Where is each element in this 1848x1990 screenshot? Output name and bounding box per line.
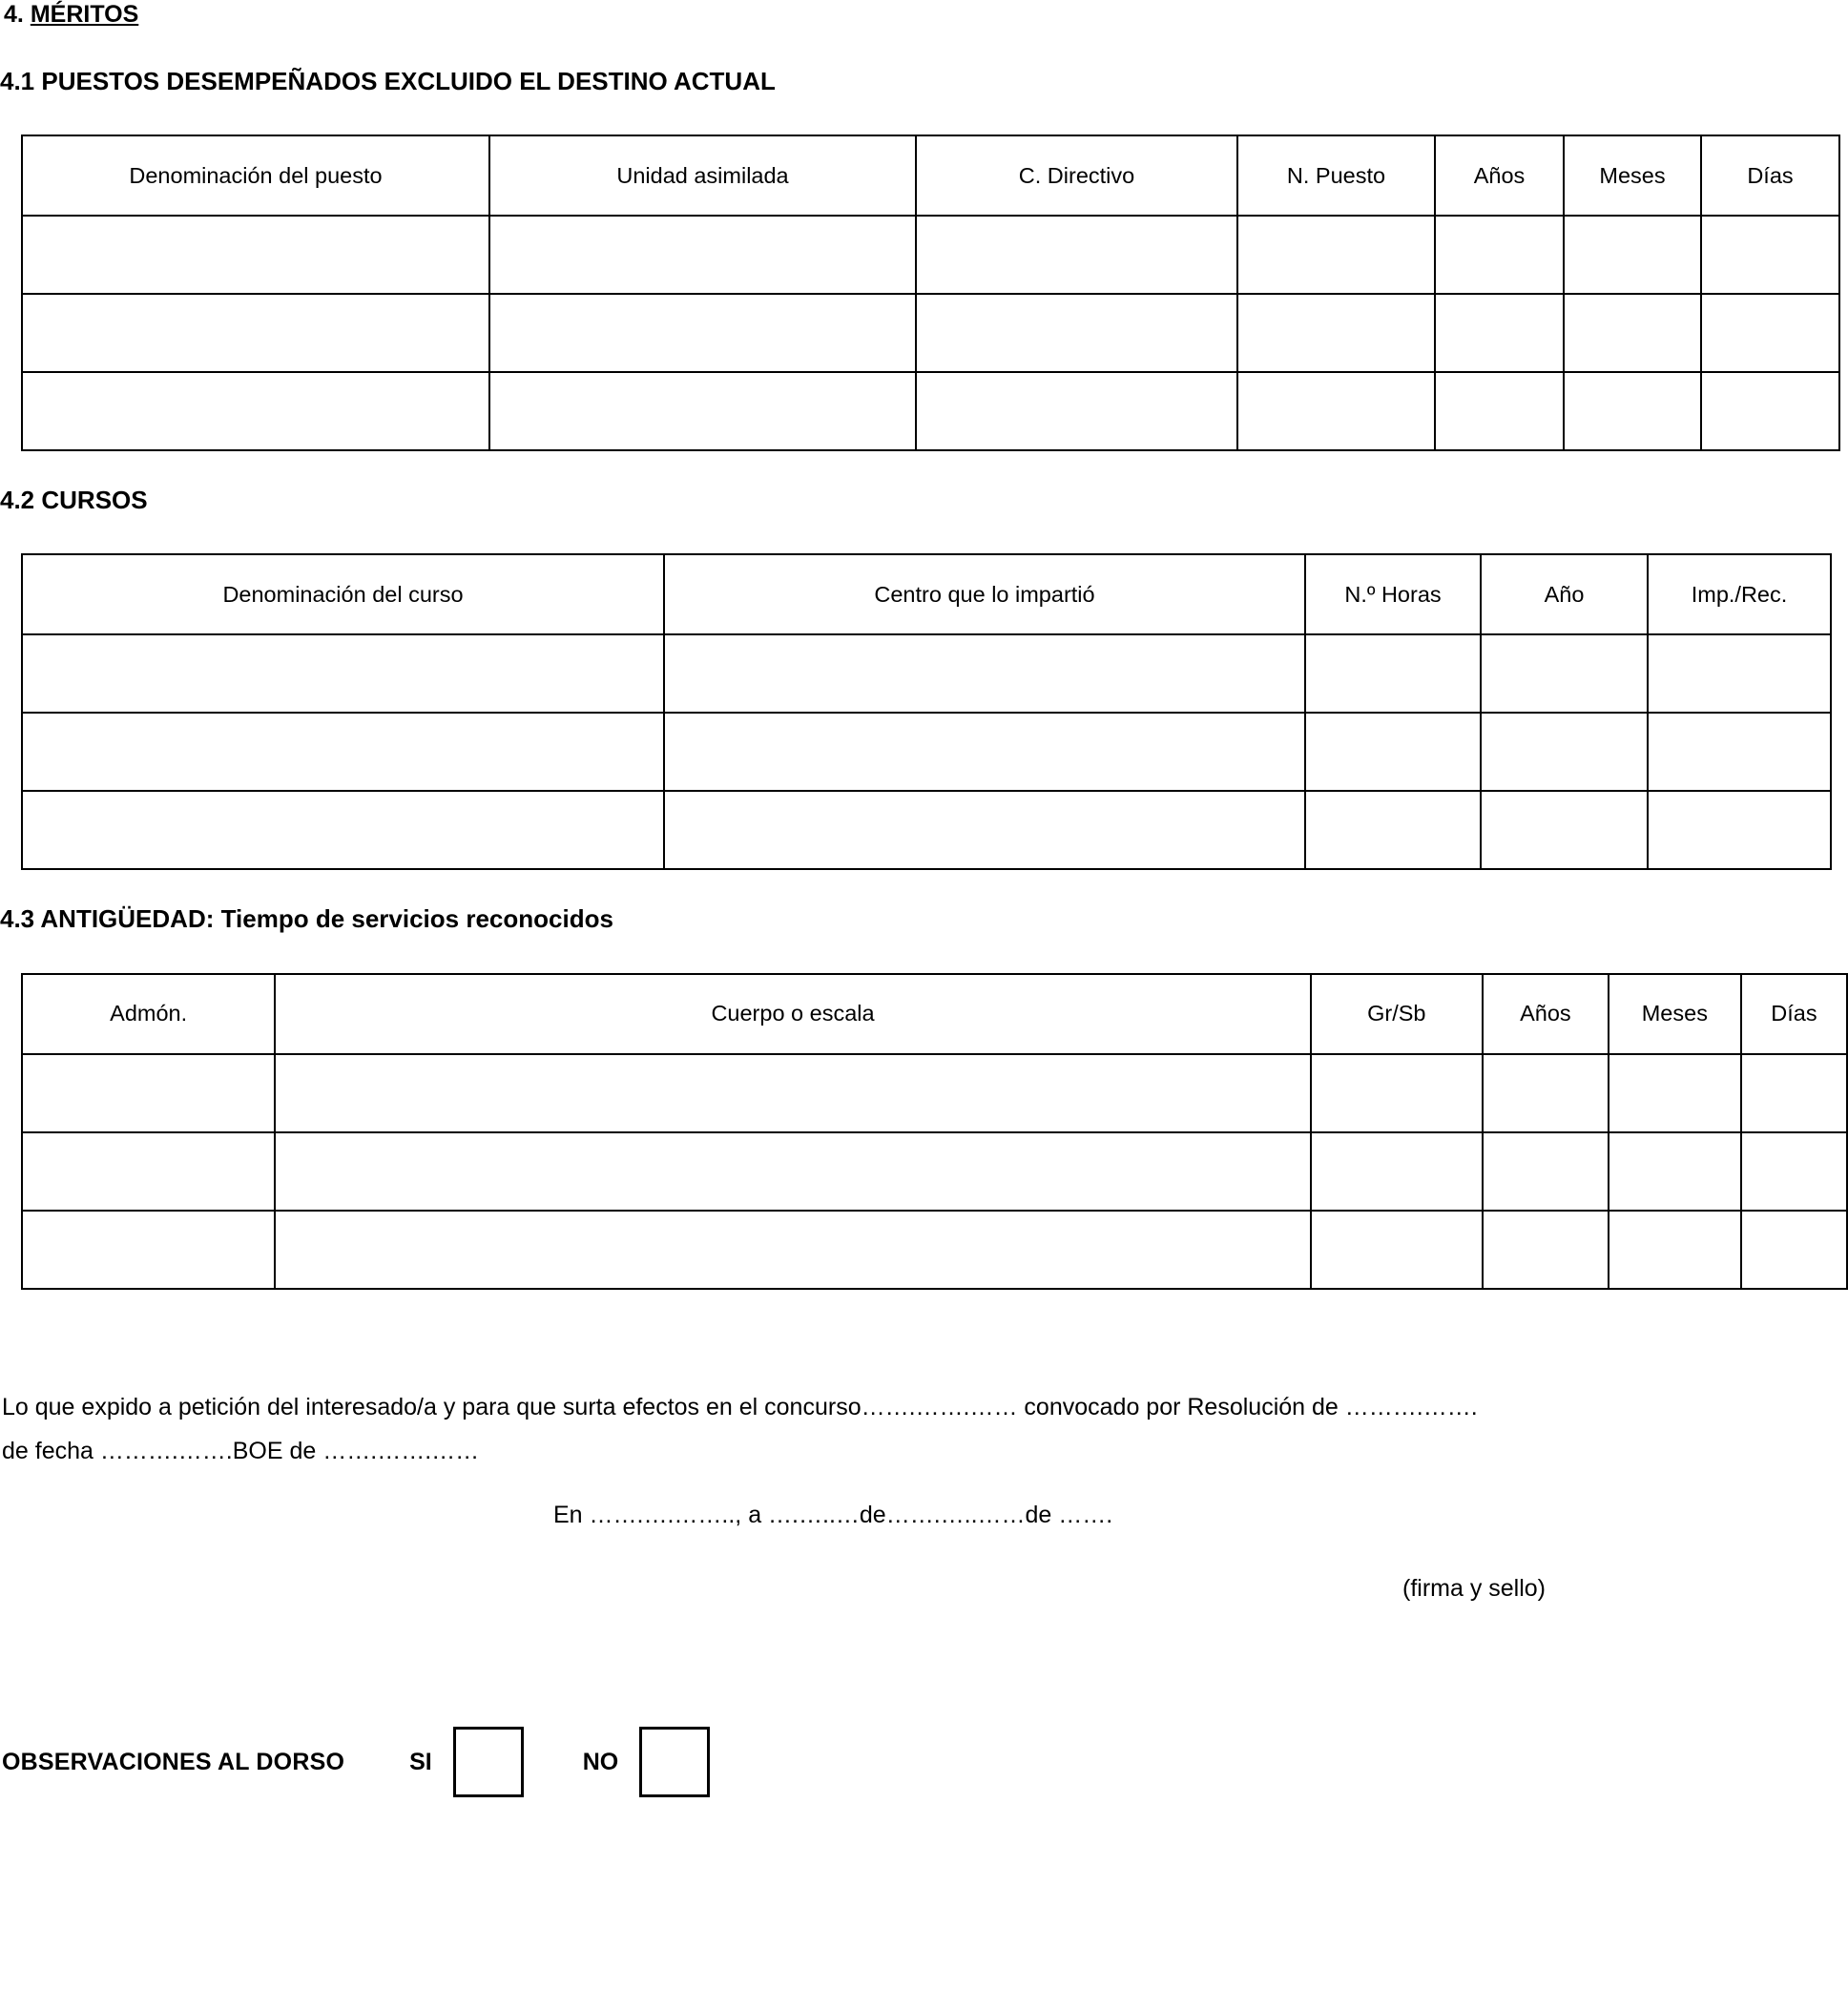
table-row bbox=[22, 1054, 1847, 1132]
table-row bbox=[22, 713, 1831, 791]
cell-denominacion-puesto[interactable] bbox=[22, 294, 489, 372]
cell-cuerpo-escala[interactable] bbox=[275, 1211, 1310, 1289]
cell-meses[interactable] bbox=[1564, 216, 1701, 294]
cell-denominacion-curso[interactable] bbox=[22, 791, 664, 869]
cell-n-horas[interactable] bbox=[1305, 791, 1481, 869]
cell-centro-impartio[interactable] bbox=[664, 634, 1305, 713]
table-antiguedad bbox=[21, 973, 1848, 1290]
cell-anos[interactable] bbox=[1435, 216, 1564, 294]
cell-denominacion-puesto[interactable] bbox=[22, 372, 489, 450]
table-row bbox=[22, 372, 1839, 450]
table-header-row bbox=[22, 554, 1831, 634]
column-header-imp-rec: Imp./Rec. bbox=[1648, 554, 1831, 634]
column-header-anos: Años bbox=[1435, 135, 1564, 216]
cell-centro-impartio[interactable] bbox=[664, 713, 1305, 791]
cell-n-horas[interactable] bbox=[1305, 713, 1481, 791]
section-heading-meritos bbox=[0, 0, 1848, 29]
cell-denominacion-curso[interactable] bbox=[22, 634, 664, 713]
observaciones-row bbox=[0, 1727, 1848, 1797]
cell-anos[interactable] bbox=[1483, 1132, 1609, 1211]
cell-n-puesto[interactable] bbox=[1237, 294, 1435, 372]
cell-dias[interactable] bbox=[1701, 372, 1839, 450]
cell-imp-rec[interactable] bbox=[1648, 791, 1831, 869]
cell-dias[interactable] bbox=[1741, 1132, 1847, 1211]
cell-anos[interactable] bbox=[1435, 372, 1564, 450]
cell-unidad-asimilada[interactable] bbox=[489, 372, 916, 450]
cell-c-directivo[interactable] bbox=[916, 216, 1237, 294]
column-header-denominacion-curso: Denominación del curso bbox=[22, 554, 664, 634]
column-header-admon: Admón. bbox=[22, 974, 275, 1054]
cell-meses[interactable] bbox=[1564, 372, 1701, 450]
cell-n-puesto[interactable] bbox=[1237, 216, 1435, 294]
cell-anos[interactable] bbox=[1435, 294, 1564, 372]
table-puestos-desempenados bbox=[21, 135, 1840, 451]
cell-cuerpo-escala[interactable] bbox=[275, 1054, 1310, 1132]
cell-denominacion-curso[interactable] bbox=[22, 713, 664, 791]
cell-ano[interactable] bbox=[1481, 713, 1648, 791]
column-header-denominacion-puesto: Denominación del puesto bbox=[22, 135, 489, 216]
cell-admon[interactable] bbox=[22, 1054, 275, 1132]
cell-dias[interactable] bbox=[1741, 1211, 1847, 1289]
cell-centro-impartio[interactable] bbox=[664, 791, 1305, 869]
cell-imp-rec[interactable] bbox=[1648, 634, 1831, 713]
column-header-centro-impartio: Centro que lo impartió bbox=[664, 554, 1305, 634]
observaciones-si-checkbox[interactable] bbox=[453, 1727, 524, 1797]
column-header-dias: Días bbox=[1741, 974, 1847, 1054]
cell-cuerpo-escala[interactable] bbox=[275, 1132, 1310, 1211]
table-row bbox=[22, 1132, 1847, 1211]
cell-ano[interactable] bbox=[1481, 634, 1648, 713]
cell-meses[interactable] bbox=[1609, 1054, 1741, 1132]
column-header-dias: Días bbox=[1701, 135, 1839, 216]
observaciones-no-label: NO bbox=[582, 1748, 619, 1775]
cell-c-directivo[interactable] bbox=[916, 294, 1237, 372]
cell-meses[interactable] bbox=[1609, 1211, 1741, 1289]
observaciones-no-checkbox[interactable] bbox=[639, 1727, 710, 1797]
cell-ano[interactable] bbox=[1481, 791, 1648, 869]
cell-c-directivo[interactable] bbox=[916, 372, 1237, 450]
cell-dias[interactable] bbox=[1701, 294, 1839, 372]
cell-imp-rec[interactable] bbox=[1648, 713, 1831, 791]
cell-dias[interactable] bbox=[1741, 1054, 1847, 1132]
column-header-meses: Meses bbox=[1564, 135, 1701, 216]
signature-label: (firma y sello) bbox=[1402, 1575, 1547, 1603]
closing-paragraph-line1: Lo que expido a petición del interesado/a y para que surta efectos en el concurso…….…….…… convocado por Resolución de ……….……. bbox=[2, 1393, 1478, 1420]
subsection-heading-cursos: 4.2 CURSOS bbox=[0, 486, 148, 515]
observaciones-si-label: SI bbox=[409, 1748, 432, 1775]
section-number: 4. bbox=[4, 1, 24, 28]
cell-n-horas[interactable] bbox=[1305, 634, 1481, 713]
cell-gr-sb[interactable] bbox=[1311, 1054, 1483, 1132]
column-header-ano: Año bbox=[1481, 554, 1648, 634]
column-header-cuerpo-escala: Cuerpo o escala bbox=[275, 974, 1310, 1054]
table-header-row bbox=[22, 135, 1839, 216]
cell-anos[interactable] bbox=[1483, 1054, 1609, 1132]
column-header-unidad-asimilada: Unidad asimilada bbox=[489, 135, 916, 216]
cell-denominacion-puesto[interactable] bbox=[22, 216, 489, 294]
column-header-n-puesto: N. Puesto bbox=[1237, 135, 1435, 216]
table-row bbox=[22, 216, 1839, 294]
cell-unidad-asimilada[interactable] bbox=[489, 294, 916, 372]
table-row bbox=[22, 294, 1839, 372]
column-header-anos: Años bbox=[1483, 974, 1609, 1054]
table-row bbox=[22, 1211, 1847, 1289]
cell-admon[interactable] bbox=[22, 1211, 275, 1289]
subsection-heading-puestos: 4.1 PUESTOS DESEMPEÑADOS EXCLUIDO EL DESTINO ACTUAL bbox=[0, 67, 776, 95]
cell-unidad-asimilada[interactable] bbox=[489, 216, 916, 294]
closing-paragraph-line2: de fecha ……….…….BOE de …….…….…… bbox=[2, 1437, 480, 1464]
place-and-date-line: En …….….…….., a ….…..…de…….…..……de ……. bbox=[553, 1502, 1113, 1529]
cell-meses[interactable] bbox=[1564, 294, 1701, 372]
cell-dias[interactable] bbox=[1701, 216, 1839, 294]
subsection-heading-antiguedad: 4.3 ANTIGÜEDAD: Tiempo de servicios reconocidos bbox=[0, 904, 613, 934]
cell-anos[interactable] bbox=[1483, 1211, 1609, 1289]
table-row bbox=[22, 791, 1831, 869]
column-header-c-directivo: C. Directivo bbox=[916, 135, 1237, 216]
table-cursos bbox=[21, 553, 1832, 870]
cell-gr-sb[interactable] bbox=[1311, 1132, 1483, 1211]
column-header-gr-sb: Gr/Sb bbox=[1311, 974, 1483, 1054]
cell-gr-sb[interactable] bbox=[1311, 1211, 1483, 1289]
cell-meses[interactable] bbox=[1609, 1132, 1741, 1211]
table-row bbox=[22, 634, 1831, 713]
table-header-row bbox=[22, 974, 1847, 1054]
observaciones-label: OBSERVACIONES AL DORSO bbox=[2, 1748, 345, 1775]
cell-admon[interactable] bbox=[22, 1132, 275, 1211]
column-header-meses: Meses bbox=[1609, 974, 1741, 1054]
section-title: MÉRITOS bbox=[30, 1, 139, 28]
cell-n-puesto[interactable] bbox=[1237, 372, 1435, 450]
column-header-n-horas: N.º Horas bbox=[1305, 554, 1481, 634]
